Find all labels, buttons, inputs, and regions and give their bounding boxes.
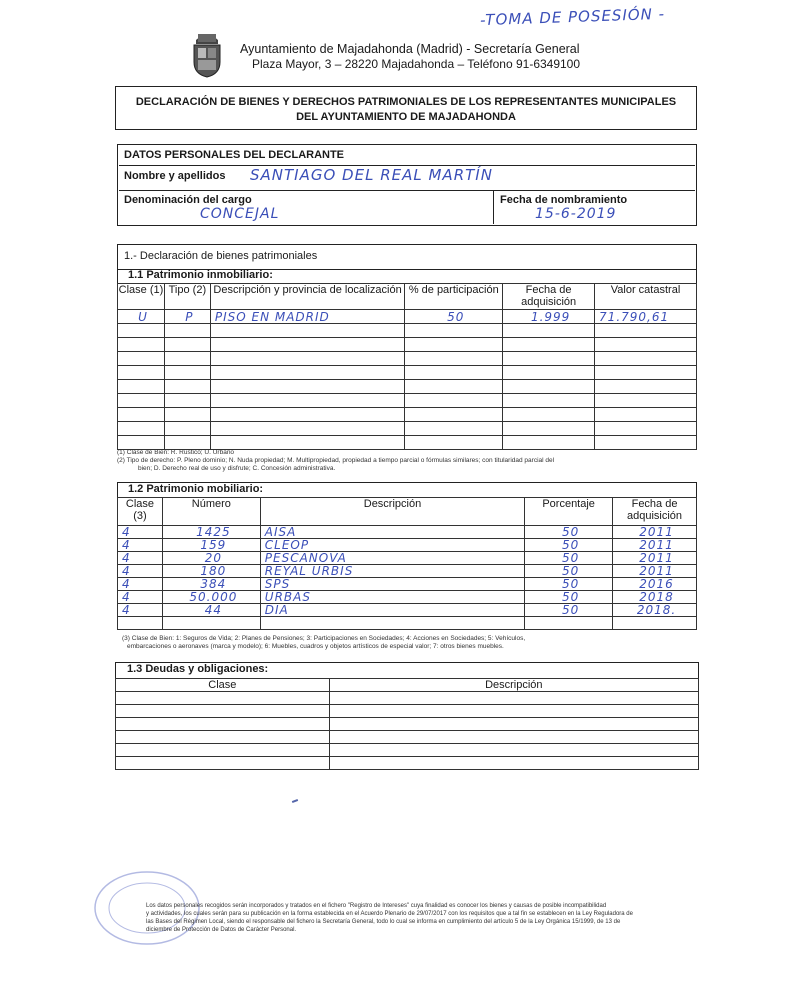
handwritten-annotation: -TOMA DE POSESIÓN - bbox=[479, 4, 666, 30]
name-value: SANTIAGO DEL REAL MARTÍN bbox=[250, 166, 493, 184]
inmob-cell bbox=[503, 380, 595, 394]
mob-cell: 2016 bbox=[613, 578, 697, 591]
inmob-cell bbox=[210, 394, 405, 408]
document-title-line-2: DEL AYUNTAMIENTO DE MAJADAHONDA bbox=[296, 111, 516, 123]
inmob-cell bbox=[595, 338, 697, 352]
deudas-cell bbox=[329, 705, 698, 718]
name-label: Nombre y apellidos bbox=[124, 170, 226, 182]
inmob-cell bbox=[503, 338, 595, 352]
inmob-cell: 50 bbox=[405, 310, 503, 324]
inmob-cell bbox=[118, 380, 165, 394]
inmob-cell: U bbox=[118, 310, 165, 324]
deudas-cell bbox=[116, 744, 330, 757]
mob-cell: REYAL URBIS bbox=[260, 565, 524, 578]
mob-cell: 159 bbox=[162, 539, 260, 552]
inmob-cell bbox=[210, 324, 405, 338]
inmob-col-clase: Clase (1) bbox=[118, 284, 165, 310]
inmob-cell bbox=[118, 408, 165, 422]
inmob-cell bbox=[118, 352, 165, 366]
mob-cell: 50 bbox=[525, 591, 613, 604]
inmob-row bbox=[118, 366, 697, 380]
mob-cell: 50 bbox=[525, 578, 613, 591]
inmob-cell bbox=[118, 324, 165, 338]
deudas-cell bbox=[329, 744, 698, 757]
mob-cell bbox=[260, 617, 524, 630]
mob-row bbox=[118, 539, 697, 552]
mob-cell: 384 bbox=[162, 578, 260, 591]
inmob-cell bbox=[118, 394, 165, 408]
deudas-row bbox=[116, 718, 699, 731]
inmob-row bbox=[118, 380, 697, 394]
mob-cell: 4 bbox=[118, 552, 163, 565]
inmob-cell bbox=[210, 380, 405, 394]
mob-cell: 50.000 bbox=[162, 591, 260, 604]
mob-footnote-1: (3) Clase de Bien: 1: Seguros de Vida; 2: Planes de Pensiones; 3: Participaciones en Sociedades; 4: Acciones en Sociedades; 5: Vehículos, bbox=[122, 635, 526, 642]
inmob-cell bbox=[164, 408, 210, 422]
cargo-value: CONCEJAL bbox=[200, 206, 280, 222]
inmob-cell bbox=[210, 338, 405, 352]
inmob-cell bbox=[164, 338, 210, 352]
mob-cell: 2018 bbox=[613, 591, 697, 604]
deudas-table bbox=[115, 678, 699, 770]
mob-cell: 2011 bbox=[613, 539, 697, 552]
personal-data-heading: DATOS PERSONALES DEL DECLARANTE bbox=[124, 149, 345, 161]
inmob-row bbox=[118, 324, 697, 338]
mob-col-fecha: Fecha de adquisición bbox=[613, 498, 697, 526]
mob-cell: 50 bbox=[525, 604, 613, 617]
mob-row bbox=[118, 526, 697, 539]
inmob-cell bbox=[405, 394, 503, 408]
deudas-cell bbox=[329, 718, 698, 731]
deudas-cell bbox=[116, 692, 330, 705]
mob-cell: 50 bbox=[525, 539, 613, 552]
deudas-row bbox=[116, 692, 699, 705]
inmob-cell bbox=[503, 394, 595, 408]
deudas-cell bbox=[329, 731, 698, 744]
deudas-row bbox=[116, 731, 699, 744]
inmob-cell bbox=[118, 436, 165, 450]
mob-col-clase: Clase (3) bbox=[118, 498, 163, 526]
inmob-row bbox=[118, 422, 697, 436]
document-title-box bbox=[115, 86, 697, 130]
mob-cell: 4 bbox=[118, 526, 163, 539]
inmob-row bbox=[118, 338, 697, 352]
inmob-heading: 1.1 Patrimonio inmobiliario: bbox=[128, 269, 273, 281]
inmob-cell bbox=[164, 366, 210, 380]
deudas-cell bbox=[329, 692, 698, 705]
header-line-1: Ayuntamiento de Majadahonda (Madrid) - Secretaría General bbox=[240, 42, 580, 56]
deudas-row bbox=[116, 744, 699, 757]
section1-heading: 1.- Declaración de bienes patrimoniales bbox=[124, 250, 318, 262]
mob-cell: 2011 bbox=[613, 552, 697, 565]
inmob-cell bbox=[595, 352, 697, 366]
inmob-cell bbox=[164, 352, 210, 366]
deudas-col-descripcion: Descripción bbox=[329, 679, 698, 692]
deudas-col-clase: Clase bbox=[116, 679, 330, 692]
mob-cell: PESCANOVA bbox=[260, 552, 524, 565]
deudas-cell bbox=[329, 757, 698, 770]
inmob-cell bbox=[595, 436, 697, 450]
mob-row bbox=[118, 565, 697, 578]
mob-cell: 44 bbox=[162, 604, 260, 617]
inmob-cell bbox=[595, 366, 697, 380]
mob-cell: 4 bbox=[118, 578, 163, 591]
inmob-cell bbox=[164, 394, 210, 408]
fecha-nombramiento-label: Fecha de nombramiento bbox=[500, 194, 628, 206]
mob-heading: 1.2 Patrimonio mobiliario: bbox=[128, 483, 264, 495]
mob-row bbox=[118, 591, 697, 604]
mob-cell bbox=[162, 617, 260, 630]
inmob-cell bbox=[405, 352, 503, 366]
inmob-cell bbox=[118, 422, 165, 436]
inmob-cell bbox=[405, 436, 503, 450]
mob-cell: 50 bbox=[525, 565, 613, 578]
deudas-cell bbox=[116, 718, 330, 731]
deudas-heading: 1.3 Deudas y obligaciones: bbox=[127, 663, 269, 675]
mob-row bbox=[118, 552, 697, 565]
inmob-cell bbox=[503, 366, 595, 380]
deudas-cell bbox=[116, 731, 330, 744]
inmob-cell bbox=[210, 352, 405, 366]
privacy-line-1: Los datos personales recogidos serán incorporados y tratados en el fichero "Registro de Intereses" cuya finalidad es conocer los bienes y causas de posible incompatibilidad bbox=[146, 903, 607, 909]
mob-cell: AISA bbox=[260, 526, 524, 539]
mob-table bbox=[117, 497, 697, 630]
mob-cell bbox=[118, 617, 163, 630]
mob-cell bbox=[613, 617, 697, 630]
inmob-footnote-2: (2) Tipo de derecho: P. Pleno dominio; N. Nuda propiedad; M. Multipropiedad, propiedad a tiempo parcial o fórmulas similares; con titularidad parcial del bbox=[117, 457, 555, 464]
inmob-cell bbox=[405, 324, 503, 338]
inmob-cell bbox=[405, 422, 503, 436]
fecha-nombramiento-value: 15-6-2019 bbox=[535, 206, 617, 222]
header-line-2: Plaza Mayor, 3 – 28220 Majadahonda – Teléfono 91-6349100 bbox=[252, 57, 581, 71]
mob-cell: 50 bbox=[525, 526, 613, 539]
inmob-cell bbox=[595, 380, 697, 394]
mob-col-numero: Número bbox=[162, 498, 260, 526]
inmob-cell bbox=[503, 422, 595, 436]
inmob-cell: 71.790,61 bbox=[595, 310, 697, 324]
inmob-cell bbox=[164, 324, 210, 338]
inmob-col-tipo: Tipo (2) bbox=[164, 284, 210, 310]
mob-cell: 4 bbox=[118, 565, 163, 578]
inmob-cell: P bbox=[164, 310, 210, 324]
inmob-col-fecha: Fecha de adquisición bbox=[503, 284, 595, 310]
mob-cell bbox=[525, 617, 613, 630]
inmob-cell bbox=[405, 408, 503, 422]
deudas-cell bbox=[116, 757, 330, 770]
deudas-row bbox=[116, 757, 699, 770]
inmob-cell bbox=[503, 436, 595, 450]
mob-col-porcentaje: Porcentaje bbox=[525, 498, 613, 526]
inmob-row bbox=[118, 436, 697, 450]
mob-cell: DIA bbox=[260, 604, 524, 617]
deudas-row bbox=[116, 705, 699, 718]
mob-cell: SPS bbox=[260, 578, 524, 591]
inmob-cell bbox=[503, 352, 595, 366]
inmob-col-valor: Valor catastral bbox=[595, 284, 697, 310]
mob-cell: 2011 bbox=[613, 526, 697, 539]
inmob-row bbox=[118, 408, 697, 422]
privacy-line-3: las Bases del Régimen Local, siendo el responsable del fichero la Secretaría General, todo lo cual se informa en cumplimiento del artículo 5 de la Ley Orgánica 15/1999, de 13 de bbox=[146, 919, 621, 925]
mob-cell: CLEOP bbox=[260, 539, 524, 552]
inmob-cell bbox=[118, 366, 165, 380]
inmob-footnote-2b: bien; D. Derecho real de uso y disfrute; C. Concesión administrativa. bbox=[138, 465, 336, 472]
mob-col-descripcion: Descripción bbox=[260, 498, 524, 526]
inmob-cell bbox=[164, 380, 210, 394]
inmob-cell bbox=[503, 324, 595, 338]
inmob-table bbox=[117, 283, 697, 450]
inmob-cell bbox=[405, 366, 503, 380]
inmob-row bbox=[118, 394, 697, 408]
inmob-cell bbox=[164, 422, 210, 436]
inmob-cell bbox=[164, 436, 210, 450]
deudas-cell bbox=[116, 705, 330, 718]
inmob-cell bbox=[405, 338, 503, 352]
mob-row bbox=[118, 617, 697, 630]
mob-cell: 2018. bbox=[613, 604, 697, 617]
mob-footnote-2: embarcaciones o aeronaves (marca y modelo); 6: Muebles, cuadros y objetos artísticos de especial valor; 7: otros bienes muebles. bbox=[127, 643, 504, 650]
mob-row bbox=[118, 604, 697, 617]
stray-pen-mark bbox=[292, 799, 298, 803]
inmob-cell bbox=[210, 436, 405, 450]
inmob-col-descripcion: Descripción y provincia de localización bbox=[210, 284, 405, 310]
coat-of-arms-logo bbox=[190, 30, 224, 78]
inmob-cell bbox=[595, 422, 697, 436]
cargo-label: Denominación del cargo bbox=[124, 194, 252, 206]
inmob-footnote-1: (1) Clase de Bien: R. Rustico; U. Urbano bbox=[117, 449, 235, 456]
inmob-cell bbox=[118, 338, 165, 352]
mob-cell: 4 bbox=[118, 539, 163, 552]
inmob-cell: PISO EN MADRID bbox=[210, 310, 405, 324]
inmob-cell bbox=[595, 394, 697, 408]
privacy-line-4: diciembre de Protección de Datos de Carácter Personal. bbox=[146, 927, 297, 933]
mob-cell: 4 bbox=[118, 591, 163, 604]
inmob-row bbox=[118, 310, 697, 324]
inmob-row bbox=[118, 352, 697, 366]
mob-row bbox=[118, 578, 697, 591]
inmob-cell bbox=[210, 408, 405, 422]
inmob-cell bbox=[210, 422, 405, 436]
mob-cell: 4 bbox=[118, 604, 163, 617]
mob-cell: 1425 bbox=[162, 526, 260, 539]
mob-cell: 2011 bbox=[613, 565, 697, 578]
inmob-cell bbox=[595, 324, 697, 338]
inmob-cell bbox=[595, 408, 697, 422]
inmob-cell bbox=[503, 408, 595, 422]
mob-cell: 50 bbox=[525, 552, 613, 565]
inmob-col-participacion: % de participación bbox=[405, 284, 503, 310]
mob-cell: URBAS bbox=[260, 591, 524, 604]
mob-cell: 20 bbox=[162, 552, 260, 565]
document-title-line-1: DECLARACIÓN DE BIENES Y DERECHOS PATRIMONIALES DE LOS REPRESENTANTES MUNICIPALES bbox=[135, 96, 677, 108]
privacy-line-2: y actividades, los cuales serán para su publicación en la forma establecida en el Acuerdo Plenario de 29/07/2017 con los requisitos que a tal fin se establecen en la Ley Reguladora de bbox=[146, 911, 633, 917]
inmob-cell: 1.999 bbox=[503, 310, 595, 324]
inmob-cell bbox=[210, 366, 405, 380]
mob-cell: 180 bbox=[162, 565, 260, 578]
inmob-cell bbox=[405, 380, 503, 394]
